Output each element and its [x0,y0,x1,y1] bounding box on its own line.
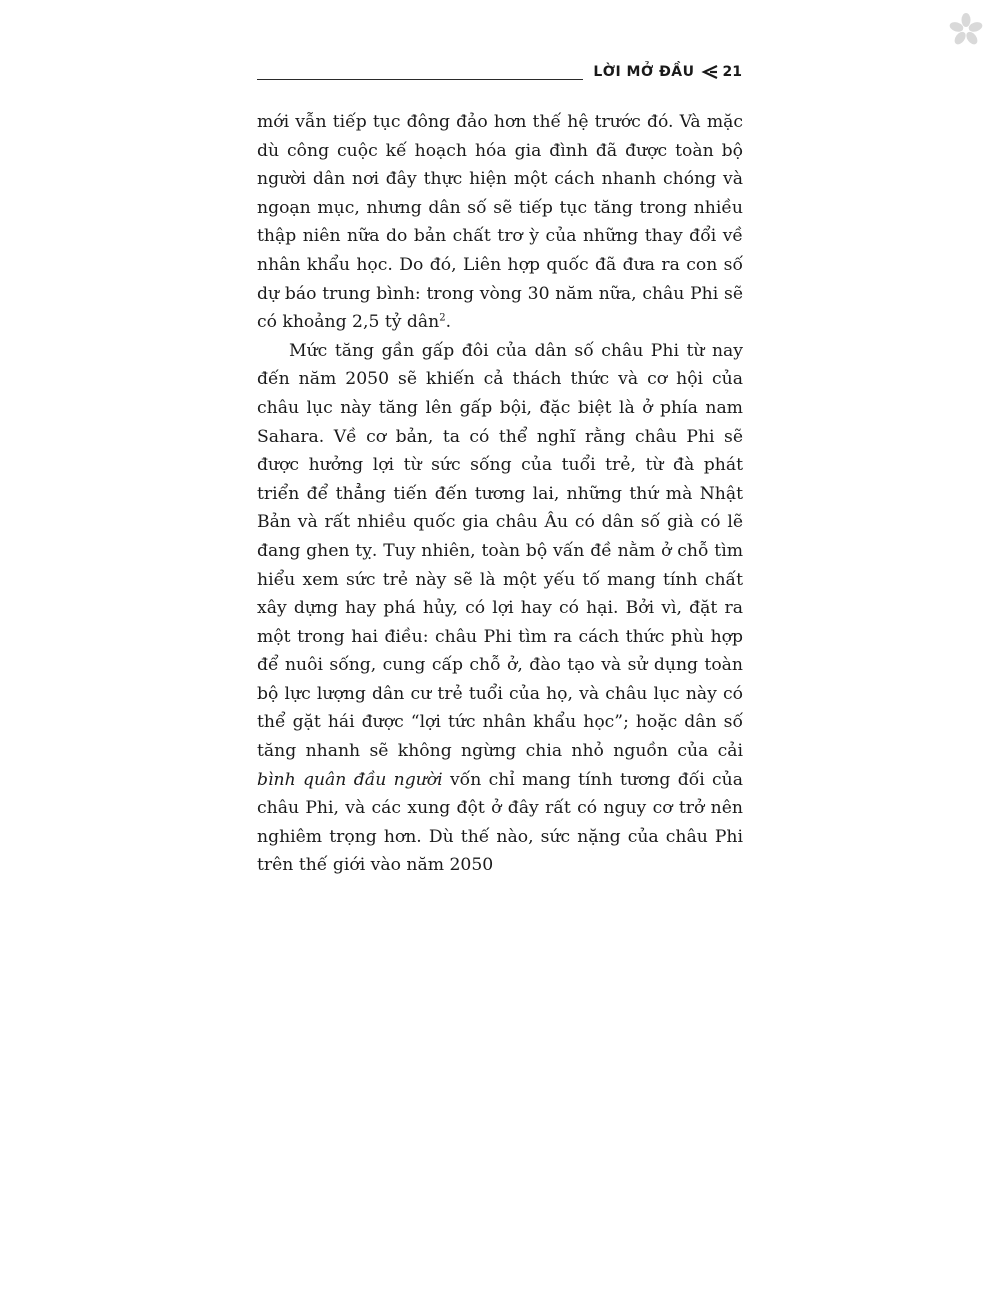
paragraph-text: mới vẫn tiếp tục đông đảo hơn thế hệ trước đó. Và mặc dù công cuộc kế hoạch hóa gia đình đã được toàn bộ người dân nơi đây thực hiện một cách nhanh chóng và ngoạn mục, nhưng dân số sẽ tiếp tục tăng trong nhiều thập niên nữa do bản chất trơ ỳ của những thay đổi về nhân khẩu học. Do đó, Liên hợp quốc đã đưa ra con số dự báo trung bình: trong vòng 30 năm nữa, châu Phi sẽ có khoảng 2,5 tỷ dân [257,112,743,333]
flower-ornament-icon [948,12,984,48]
footnote-marker: 2 [439,312,446,324]
paragraph [257,337,743,880]
page-number: 21 [722,64,742,80]
running-head [257,60,742,84]
chapter-title: LỜI MỞ ĐẦU [593,64,695,80]
paragraph-text: Mức tăng gần gấp đôi của dân số châu Phi từ nay đến năm 2050 sẽ khiến cả thách thức và cơ hội của châu lục này tăng lên gấp bội, đặc biệt là ở phía nam Sahara. Về cơ bản, ta có thể nghĩ rằng châu Phi sẽ được hưởng lợi từ sức sống của tuổi trẻ, từ đà phát triển để thẳng tiến đến tương lai, những thứ mà Nhật Bản và rất nhiều quốc gia châu Âu có dân số già có lẽ đang ghen tỵ. Tuy nhiên, toàn bộ vấn đề nằm ở chỗ tìm hiểu xem sức trẻ này sẽ là một yếu tố mang tính chất xây dựng hay phá hủy, có lợi hay có hại. Bởi vì, đặt ra một trong hai điều: châu Phi tìm ra cách thức phù hợp để nuôi sống, cung cấp chỗ ở, đào tạo và sử dụng toàn bộ lực lượng dân cư trẻ tuổi của họ, và châu lục này có thể gặt hái được “lợi tức nhân khẩu học”; hoặc dân số tăng nhanh sẽ không ngừng chia nhỏ nguồn của cải [257,340,743,762]
paragraph [257,108,743,337]
italic-phrase: bình quân đầu người [257,769,443,790]
header-rule [257,79,583,80]
arrow-left-icon [701,65,719,79]
paragraph-end: . [445,312,452,333]
paragraph-text: vốn chỉ mang tính tương đối của châu Phi, và các xung đột ở đây rất có nguy cơ trở nên nghiêm trọng hơn. Dù thế nào, sức nặng của châu Phi trên thế giới vào năm 2050 [257,769,743,876]
body-text [257,108,743,880]
